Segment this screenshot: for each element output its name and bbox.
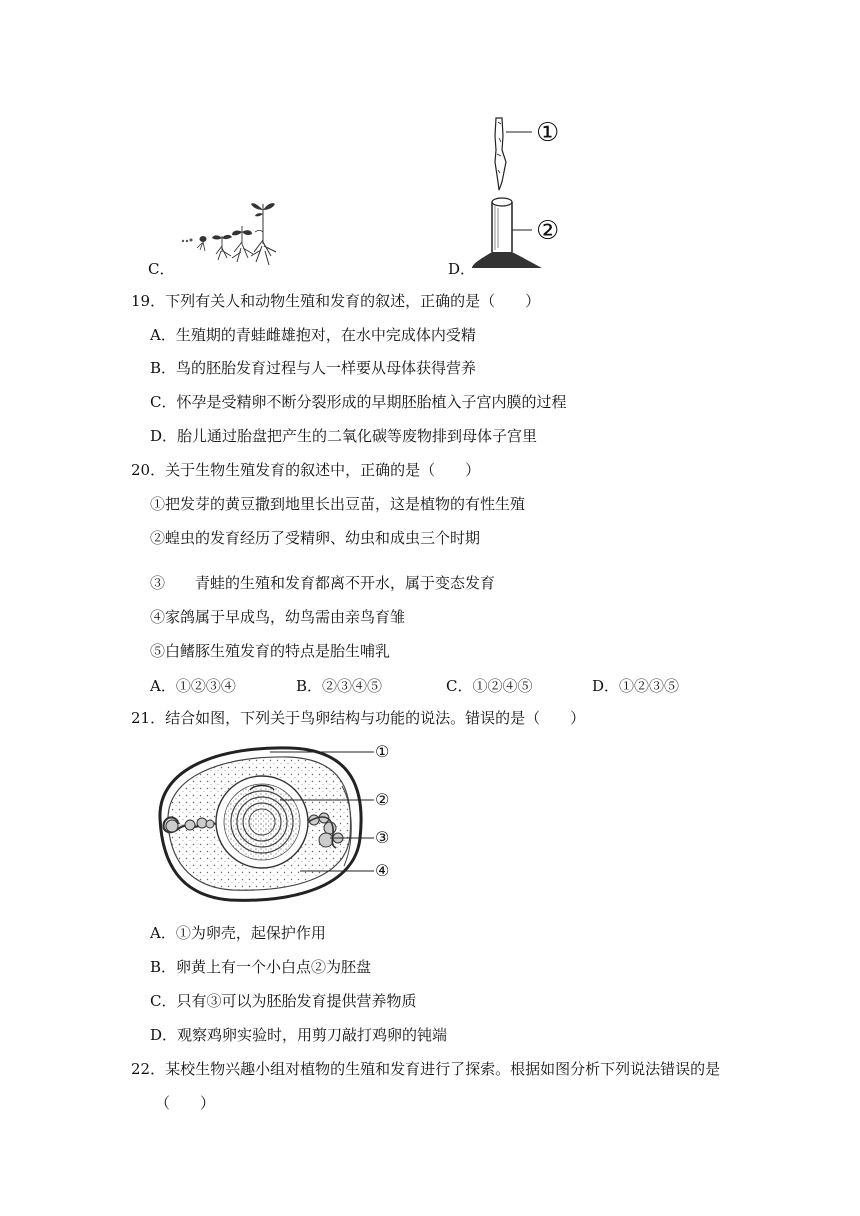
- bird-egg-diagram: [150, 738, 400, 906]
- question-22-stem: 22．某校生物兴趣小组对植物的生殖和发育进行了探索。根据如图分析下列说法错误的是: [131, 1060, 721, 1078]
- grafting-figure: [470, 110, 580, 272]
- egg-label-4: ④: [375, 861, 390, 880]
- option-d-label: D．: [448, 260, 476, 278]
- question-19-option-b: B．鸟的胚胎发育过程与人一样要从母体获得营养: [150, 359, 477, 377]
- question-20-choice-a: A．①②③④: [150, 677, 236, 695]
- question-19-option-a: A．生殖期的青蛙雌雄抱对，在水中完成体内受精: [150, 326, 476, 344]
- option-c-label: C．: [148, 260, 175, 278]
- grafting-marker-1: ①: [536, 118, 560, 148]
- seedling-sequence-illustration: [175, 196, 285, 272]
- question-20-statement-5: ⑤白鳍豚生殖发育的特点是胎生哺乳: [150, 642, 391, 660]
- question-22-answer-bracket: （ ）: [155, 1094, 216, 1112]
- question-20-choice-d: D．①②③⑤: [592, 677, 680, 695]
- egg-label-1: ①: [375, 742, 390, 761]
- question-20-statement-4: ④家鸽属于早成鸟，幼鸟需由亲鸟育雏: [150, 608, 406, 626]
- grafting-marker-2: ②: [536, 216, 560, 246]
- seedling-growth-figure: [175, 196, 285, 272]
- egg-label-3: ③: [375, 828, 390, 847]
- question-21-option-a: A．①为卵壳，起保护作用: [150, 924, 326, 942]
- question-20-stem: 20．关于生物生殖发育的叙述中，正确的是（ ）: [131, 461, 481, 479]
- question-21-option-b: B．卵黄上有一个小白点②为胚盘: [150, 958, 372, 976]
- question-20-choices: [150, 675, 710, 697]
- question-21-stem: 21．结合如图，下列关于鸟卵结构与功能的说法。错误的是（ ）: [131, 709, 586, 727]
- question-20-choice-b: B．②③④⑤: [296, 677, 383, 695]
- question-20-statement-2: ②蝗虫的发育经历了受精卵、幼虫和成虫三个时期: [150, 529, 481, 547]
- question-21-option-c: C．只有③可以为胚胎发育提供营养物质: [150, 992, 417, 1010]
- question-19-stem: 19．下列有关人和动物生殖和发育的叙述，正确的是（ ）: [131, 292, 541, 310]
- question-20-statement-3: ③ 青蛙的生殖和发育都离不开水，属于变态发育: [150, 574, 496, 592]
- egg-label-2: ②: [375, 790, 390, 809]
- bird-egg-structure-figure: [150, 738, 400, 906]
- question-20-choice-c: C．①②④⑤: [446, 677, 533, 695]
- grafting-illustration: [470, 110, 580, 272]
- question-19-option-c: C．怀孕是受精卵不断分裂形成的早期胚胎植入子宫内膜的过程: [150, 393, 567, 411]
- question-21-option-d: D．观察鸡卵实验时，用剪刀敲打鸡卵的钝端: [150, 1026, 448, 1044]
- question-19-option-d: D．胎儿通过胎盘把产生的二氧化碳等废物排到母体子宫里: [150, 427, 538, 445]
- question-20-statement-1: ①把发芽的黄豆撒到地里长出豆苗，这是植物的有性生殖: [150, 495, 526, 513]
